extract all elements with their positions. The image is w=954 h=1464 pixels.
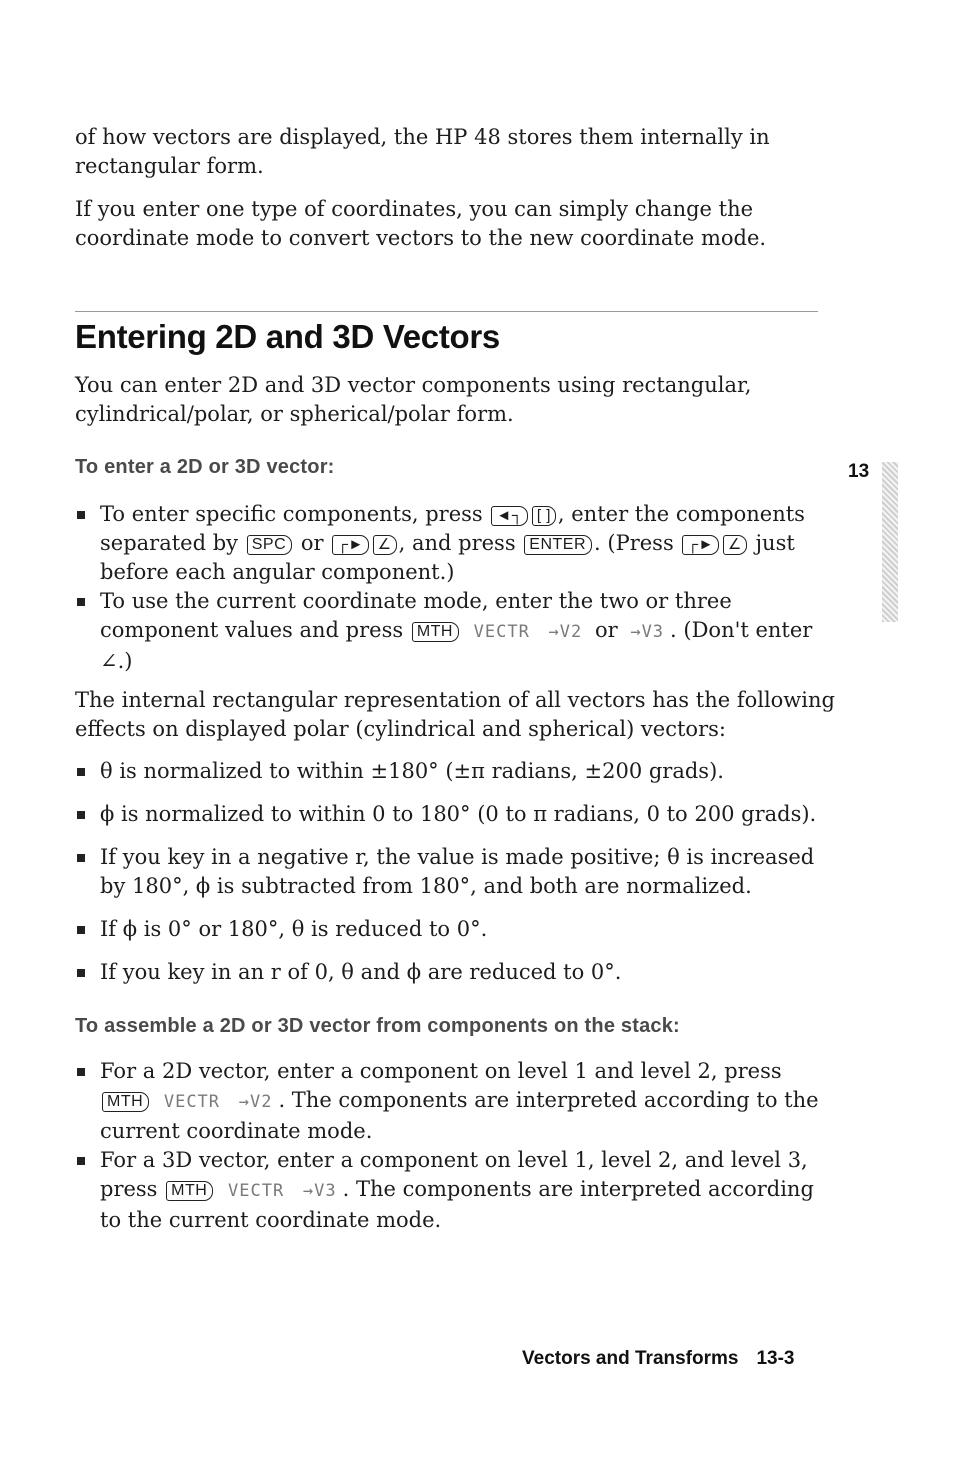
list-item: For a 2D vector, enter a component on level 1 and level 2, press MTH VECTR →V2 . The components are interpreted according to the current coordinate mode. (75, 1057, 835, 1146)
mth-key: MTH (166, 1181, 213, 1201)
effects-list (75, 757, 835, 987)
section-intro: You can enter 2D and 3D vector components using rectangular, cylindrical/polar, or spherical/polar form. (75, 373, 752, 426)
angle-key: ∠ (373, 535, 397, 555)
bullet-square-icon (77, 811, 85, 819)
right-shift-key: ┌► (332, 535, 368, 555)
bullet-square-icon (77, 1157, 85, 1165)
vectr-menu-label: VECTR (228, 1181, 285, 1201)
bullet-square-icon (77, 598, 85, 606)
brackets-key: [ ] (532, 506, 556, 526)
list-item: For a 3D vector, enter a component on level 1, level 2, and level 3, press MTH VECTR →V3 . The components are interpreted according to the current coordinate mode. (75, 1146, 835, 1235)
to-v2-menu-label: →V2 (238, 1092, 273, 1112)
enter-key: ENTER (524, 535, 592, 555)
bullet-square-icon (77, 969, 85, 977)
list-item: To enter specific components, press ◄┐ [ ] , enter the components separated by SPC or ┌► ∠ , and press ENTER . (Press ┌► ∠ just before each angular component.) (75, 500, 835, 587)
section-divider (75, 311, 818, 312)
footer-chapter-title: Vectors and Transforms (522, 1348, 739, 1369)
enter-vector-list (75, 500, 835, 676)
intro-paragraph-2: If you enter one type of coordinates, you can simply change the coordinate mode to convert vectors to the new coordinate mode. (75, 197, 767, 250)
bullet-square-icon (77, 768, 85, 776)
left-shift-key: ◄┐ (491, 506, 527, 526)
page-number: 13-3 (756, 1348, 795, 1369)
vectr-menu-label: VECTR (163, 1092, 221, 1112)
bullet-square-icon (77, 926, 85, 934)
enter-vector-heading: To enter a 2D or 3D vector: (75, 456, 335, 478)
chapter-tab-number: 13 (848, 461, 870, 482)
right-shift-key: ┌► (682, 535, 718, 555)
mth-key: MTH (412, 622, 459, 642)
to-v3-menu-label: →V3 (630, 622, 665, 642)
list-item: If you key in an r of 0, θ and ϕ are reduced to 0°. (75, 958, 835, 987)
page-footer (522, 1348, 795, 1370)
bullet-square-icon (77, 854, 85, 862)
list-item: If you key in a negative r, the value is made positive; θ is increased by 180°, ϕ is subtracted from 180°, and both are normalized. (75, 843, 835, 901)
to-v3-menu-label: →V3 (302, 1181, 337, 1201)
list-item: To use the current coordinate mode, enter the two or three component values and press MTH VECTR →V2 or →V3 . (Don't enter ∠.) (75, 587, 835, 676)
assemble-heading: To assemble a 2D or 3D vector from components on the stack: (75, 1015, 680, 1037)
list-item: If ϕ is 0° or 180°, θ is reduced to 0°. (75, 915, 835, 944)
bullet-square-icon (77, 511, 85, 519)
assemble-list (75, 1057, 835, 1235)
section-title: Entering 2D and 3D Vectors (75, 318, 500, 355)
chapter-thumb-tab (882, 462, 898, 622)
bullet-square-icon (77, 1068, 85, 1076)
vectr-menu-label: VECTR (473, 622, 530, 642)
effects-intro: The internal rectangular representation of all vectors has the following effects on displayed polar (cylindrical and spherical) vectors: (75, 688, 835, 741)
spc-key: SPC (247, 535, 292, 555)
list-item: θ is normalized to within ±180° (±π radians, ±200 grads). (75, 757, 835, 786)
to-v2-menu-label: →V2 (548, 622, 583, 642)
list-item: ϕ is normalized to within 0 to 180° (0 to π radians, 0 to 200 grads). (75, 800, 835, 829)
mth-key: MTH (102, 1092, 149, 1112)
intro-paragraph-1: of how vectors are displayed, the HP 48 stores them internally in rectangular form. (75, 125, 770, 178)
intro-text (75, 123, 835, 253)
angle-key: ∠ (723, 535, 747, 555)
